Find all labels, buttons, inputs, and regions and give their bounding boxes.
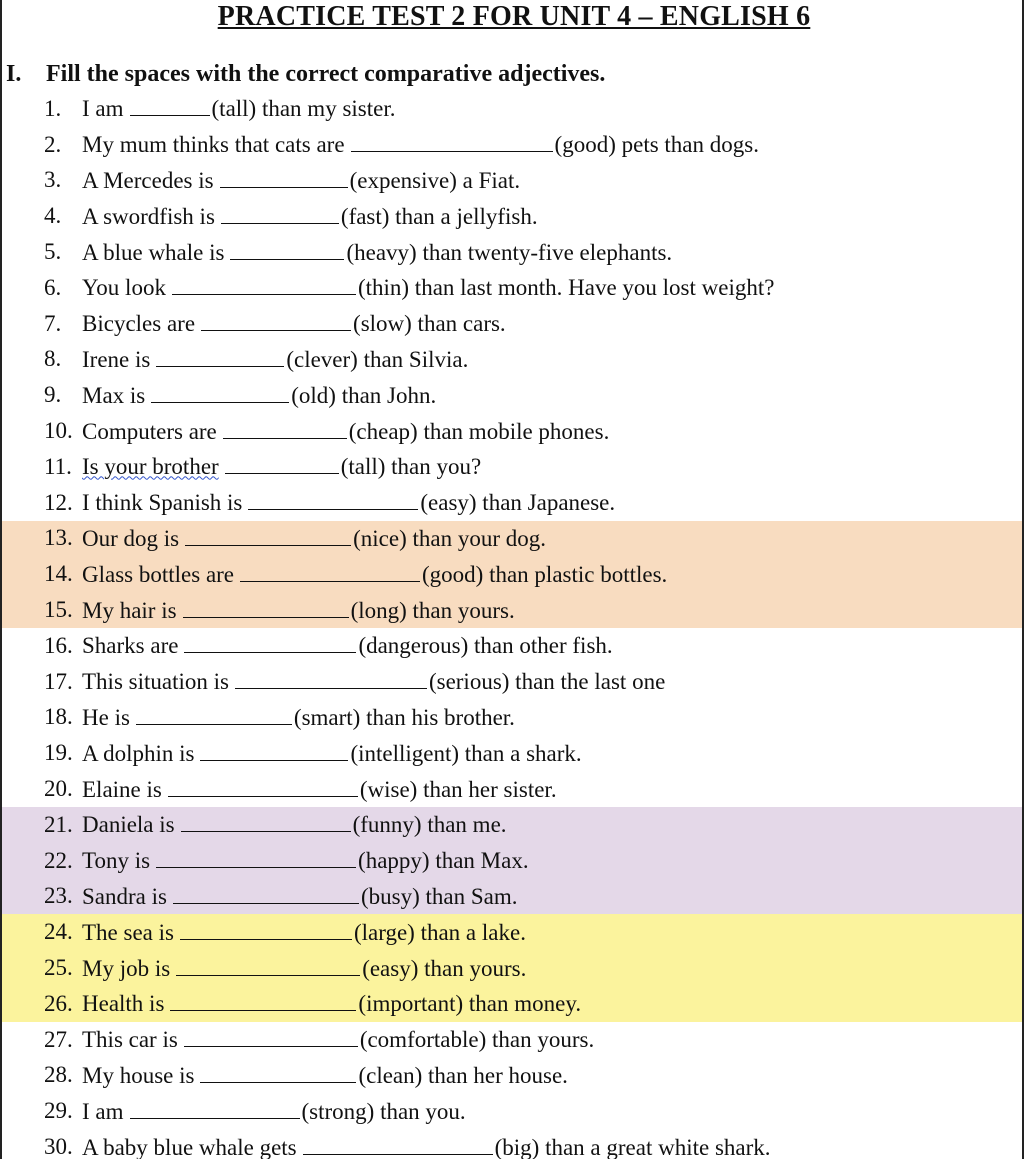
exercise-item: 28. My house is (clean) than her house.	[44, 1062, 568, 1088]
exercise-list	[2, 91, 1024, 1159]
exercise-item: 13. Our dog is (nice) than your dog.	[2, 521, 1024, 557]
answer-blank[interactable]	[170, 990, 356, 1011]
exercise-item: 12. I think Spanish is (easy) than Japanese.	[44, 489, 616, 516]
exercise-item: 20. Elaine is (wise) than her sister.	[44, 776, 557, 802]
exercise-item: 9. Max is (old) than John.	[44, 382, 437, 408]
exercise-item: 21. Daniela is (funny) than me.	[2, 807, 1024, 843]
exercise-item: 8. Irene is (clever) than Silvia.	[44, 346, 469, 372]
answer-blank[interactable]	[240, 561, 420, 582]
exercise-item: 16. Sharks are (dangerous) than other fish.	[44, 632, 613, 659]
answer-blank[interactable]	[130, 95, 210, 116]
answer-blank[interactable]	[351, 131, 553, 152]
exercise-item: 30. A baby blue whale gets (big) than a great white shark.	[44, 1134, 771, 1159]
exercise-item: 25. My job is (easy) than yours.	[2, 950, 1024, 986]
page-title: PRACTICE TEST 2 FOR UNIT 4 – ENGLISH 6	[217, 1, 811, 32]
answer-blank[interactable]	[156, 847, 356, 868]
answer-blank[interactable]	[183, 597, 349, 618]
answer-blank[interactable]	[184, 632, 356, 653]
answer-blank[interactable]	[173, 883, 359, 904]
answer-blank[interactable]	[220, 167, 348, 188]
answer-blank[interactable]	[136, 704, 292, 725]
exercise-item: 24. The sea is (large) than a lake.	[2, 914, 1024, 950]
answer-blank[interactable]	[230, 239, 344, 260]
exercise-item: 22. Tony is (happy) than Max.	[2, 843, 1024, 879]
answer-blank[interactable]	[185, 525, 351, 546]
answer-blank[interactable]	[200, 1062, 356, 1083]
exercise-item: 5. A blue whale is (heavy) than twenty-five elephants.	[44, 239, 673, 265]
exercise-item: 4. A swordfish is (fast) than a jellyfish.	[44, 203, 538, 229]
answer-blank[interactable]	[221, 203, 339, 224]
exercise-item: 3. A Mercedes is (expensive) a Fiat.	[44, 167, 521, 193]
exercise-item: 15. My hair is (long) than yours.	[2, 592, 1024, 628]
answer-blank[interactable]	[172, 274, 356, 295]
exercise-item: 10. Computers are (cheap) than mobile phones.	[44, 418, 610, 444]
exercise-item: 23. Sandra is (busy) than Sam.	[2, 879, 1024, 915]
answer-blank[interactable]	[151, 382, 289, 403]
exercise-item: 14. Glass bottles are (good) than plastic bottles.	[2, 556, 1024, 592]
answer-blank[interactable]	[200, 740, 348, 761]
answer-blank[interactable]	[180, 919, 352, 940]
section-heading	[2, 56, 605, 92]
exercise-item: 27. This car is (comfortable) than yours.	[44, 1026, 595, 1053]
exercise-item: 7. Bicycles are (slow) than cars.	[44, 310, 506, 337]
answer-blank[interactable]	[303, 1134, 493, 1155]
exercise-item: 2. My mum thinks that cats are (good) pets than dogs.	[44, 131, 759, 158]
section-number: I.	[6, 60, 22, 87]
answer-blank[interactable]	[225, 453, 339, 474]
answer-blank[interactable]	[176, 955, 360, 976]
answer-blank[interactable]	[181, 811, 351, 832]
exercise-item: 1. I am (tall) than my sister.	[44, 95, 396, 122]
exercise-item: 6. You look (thin) than last month. Have you lost weight?	[44, 274, 775, 301]
exercise-item: 19. A dolphin is (intelligent) than a shark.	[44, 740, 582, 766]
exercise-item: 26. Health is (important) than money.	[2, 986, 1024, 1022]
exercise-item: 17. This situation is (serious) than the last one	[44, 668, 666, 695]
exercise-item: 18. He is (smart) than his brother.	[44, 704, 515, 730]
exercise-item: 11. Is your brother (tall) than you?	[44, 453, 482, 480]
answer-blank[interactable]	[184, 1026, 358, 1047]
answer-blank[interactable]	[201, 310, 351, 331]
answer-blank[interactable]	[235, 668, 427, 689]
section-instruction: Fill the spaces with the correct comparative adjectives.	[46, 60, 606, 87]
answer-blank[interactable]	[168, 776, 358, 797]
answer-blank[interactable]	[156, 346, 284, 367]
answer-blank[interactable]	[248, 489, 418, 510]
answer-blank[interactable]	[130, 1098, 300, 1119]
exercise-item: 29. I am (strong) than you.	[44, 1098, 466, 1124]
answer-blank[interactable]	[223, 418, 347, 439]
